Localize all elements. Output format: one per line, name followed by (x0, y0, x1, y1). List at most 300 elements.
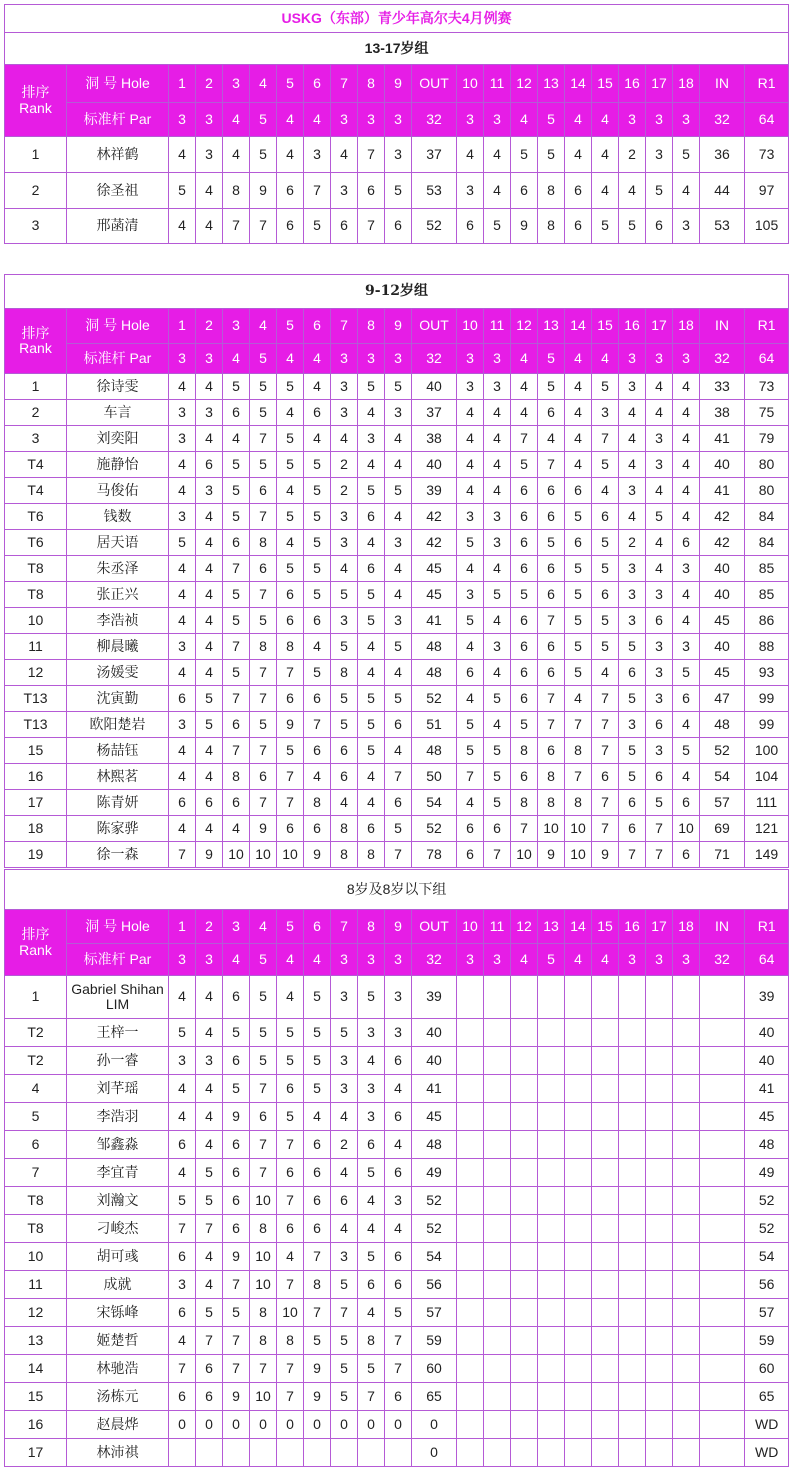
score-cell (646, 1159, 673, 1187)
score-cell (592, 1299, 619, 1327)
score-cell: 2 (619, 530, 646, 556)
score-cell: 4 (511, 400, 538, 426)
score-cell (304, 1439, 331, 1467)
player-name: 李宜青 (67, 1159, 169, 1187)
score-cell: 5 (385, 634, 412, 660)
score-cell: 3 (169, 504, 196, 530)
score-cell: 6 (250, 764, 277, 790)
par-value: 3 (169, 944, 196, 976)
score-cell: 99 (745, 712, 789, 738)
score-cell: 6 (646, 209, 673, 244)
score-cell (457, 1103, 484, 1131)
score-cell: 2 (331, 1131, 358, 1159)
score-cell: 48 (700, 712, 745, 738)
score-cell (331, 1439, 358, 1467)
par-value: 4 (277, 344, 304, 374)
score-cell: 7 (250, 209, 277, 244)
score-cell: 4 (196, 1103, 223, 1131)
score-cell: 3 (457, 582, 484, 608)
score-cell: 3 (646, 634, 673, 660)
player-name: 杨喆钰 (67, 738, 169, 764)
score-cell: 41 (412, 608, 457, 634)
par-value: 4 (565, 344, 592, 374)
player-rank: 16 (5, 1411, 67, 1439)
hole-number: OUT (412, 65, 457, 103)
score-cell: 4 (673, 504, 700, 530)
score-cell: 3 (331, 1243, 358, 1271)
score-cell: 65 (412, 1383, 457, 1411)
score-cell: 5 (331, 582, 358, 608)
score-cell: 3 (358, 1103, 385, 1131)
hole-number: 5 (277, 65, 304, 103)
player-name: 赵晨烨 (67, 1411, 169, 1439)
score-cell: 5 (223, 452, 250, 478)
score-cell: 5 (358, 976, 385, 1019)
score-cell: 57 (745, 1299, 789, 1327)
score-cell: 6 (385, 209, 412, 244)
par-value: 4 (304, 944, 331, 976)
score-cell (700, 1355, 745, 1383)
score-cell: 4 (169, 582, 196, 608)
hole-number: 10 (457, 65, 484, 103)
score-cell: 6 (304, 816, 331, 842)
score-cell (565, 1075, 592, 1103)
hole-number: 13 (538, 65, 565, 103)
score-cell: 6 (304, 1215, 331, 1243)
score-cell: 4 (385, 738, 412, 764)
score-cell: 84 (745, 530, 789, 556)
score-cell: 5 (250, 1019, 277, 1047)
par-value: 3 (673, 944, 700, 976)
score-cell: 4 (646, 478, 673, 504)
par-value: 64 (745, 344, 789, 374)
score-cell: 6 (169, 1131, 196, 1159)
par-value: 4 (592, 944, 619, 976)
score-cell (538, 1215, 565, 1243)
score-cell (619, 1411, 646, 1439)
score-cell (484, 1243, 511, 1271)
player-row (5, 582, 789, 608)
score-cell: 40 (700, 582, 745, 608)
player-name: 居天语 (67, 530, 169, 556)
score-cell: 0 (412, 1411, 457, 1439)
score-cell (646, 976, 673, 1019)
score-cell: 4 (169, 738, 196, 764)
score-cell: 6 (223, 400, 250, 426)
score-cell: 7 (646, 816, 673, 842)
score-cell: 4 (565, 400, 592, 426)
score-cell: 73 (745, 137, 789, 173)
hole-number: IN (700, 309, 745, 344)
score-cell: 4 (646, 374, 673, 400)
score-cell: 4 (196, 1271, 223, 1299)
par-value: 3 (331, 344, 358, 374)
score-cell (673, 1243, 700, 1271)
score-cell: 4 (592, 478, 619, 504)
score-cell: 6 (538, 660, 565, 686)
score-cell: 6 (565, 530, 592, 556)
score-cell: 80 (745, 452, 789, 478)
score-cell: 84 (745, 504, 789, 530)
player-name: 钱数 (67, 504, 169, 530)
score-cell (457, 1411, 484, 1439)
score-cell: 48 (745, 1131, 789, 1159)
hole-number: 15 (592, 910, 619, 944)
score-cell: 3 (304, 137, 331, 173)
score-cell: 60 (745, 1355, 789, 1383)
score-cell: 6 (223, 1215, 250, 1243)
score-cell: 4 (304, 764, 331, 790)
score-cell (700, 1215, 745, 1243)
score-cell: 5 (646, 790, 673, 816)
par-value: 4 (511, 344, 538, 374)
score-cell: 3 (169, 1047, 196, 1075)
par-value: 3 (358, 103, 385, 137)
score-cell: 6 (277, 582, 304, 608)
score-cell: 4 (196, 634, 223, 660)
hole-number: 17 (646, 910, 673, 944)
hole-number: 14 (565, 309, 592, 344)
score-cell: 6 (223, 1159, 250, 1187)
score-cell: 6 (511, 660, 538, 686)
score-cell: 3 (331, 400, 358, 426)
par-header-row (5, 944, 789, 976)
score-cell: 4 (457, 478, 484, 504)
score-cell: 4 (358, 660, 385, 686)
score-cell: 3 (358, 1019, 385, 1047)
player-rank: 2 (5, 173, 67, 209)
score-cell: 8 (331, 660, 358, 686)
hole-number: 9 (385, 65, 412, 103)
score-cell (538, 1383, 565, 1411)
score-cell: 6 (385, 790, 412, 816)
score-cell: 8 (358, 842, 385, 868)
score-cell: 105 (745, 209, 789, 244)
score-cell: 4 (646, 400, 673, 426)
score-cell: 56 (745, 1271, 789, 1299)
hole-number: OUT (412, 309, 457, 344)
score-cell: 4 (169, 452, 196, 478)
score-cell: 45 (412, 1103, 457, 1131)
score-cell: 9 (511, 209, 538, 244)
score-cell: 7 (250, 738, 277, 764)
score-cell: 6 (511, 556, 538, 582)
score-cell: 4 (169, 764, 196, 790)
hole-number: 16 (619, 309, 646, 344)
score-cell (619, 1215, 646, 1243)
score-cell: 6 (358, 1271, 385, 1299)
score-cell: 4 (331, 1103, 358, 1131)
score-cell (511, 976, 538, 1019)
score-cell: 5 (331, 712, 358, 738)
par-value: 32 (700, 944, 745, 976)
hole-number: 18 (673, 309, 700, 344)
score-cell: 3 (331, 1047, 358, 1075)
score-cell: 5 (358, 608, 385, 634)
player-rank: 4 (5, 1075, 67, 1103)
par-label: 标准杆 Par (67, 103, 169, 137)
hole-number: 7 (331, 309, 358, 344)
score-cell: 7 (223, 1355, 250, 1383)
score-cell (484, 1271, 511, 1299)
score-cell: 6 (619, 790, 646, 816)
par-value: 5 (538, 344, 565, 374)
score-cell: 3 (619, 478, 646, 504)
score-cell: 4 (484, 660, 511, 686)
score-cell: 7 (385, 1327, 412, 1355)
score-cell: 4 (196, 530, 223, 556)
player-rank: 1 (5, 137, 67, 173)
score-cell: 5 (304, 582, 331, 608)
score-cell: 9 (250, 173, 277, 209)
score-cell: 59 (745, 1327, 789, 1355)
player-name: Gabriel Shihan LIM (67, 976, 169, 1019)
score-cell: 4 (196, 738, 223, 764)
score-cell: 8 (277, 634, 304, 660)
player-row (5, 1271, 789, 1299)
score-cell (619, 1271, 646, 1299)
score-cell: 3 (484, 504, 511, 530)
score-cell: 3 (385, 400, 412, 426)
score-cell: 5 (457, 738, 484, 764)
player-name: 朱丞泽 (67, 556, 169, 582)
score-cell: 4 (196, 1019, 223, 1047)
score-cell (619, 1103, 646, 1131)
score-cell: 5 (277, 374, 304, 400)
score-cell: 4 (358, 1187, 385, 1215)
score-cell: 56 (412, 1271, 457, 1299)
score-cell: 4 (673, 173, 700, 209)
score-cell: 6 (304, 686, 331, 712)
score-cell (646, 1383, 673, 1411)
hole-number: 10 (457, 910, 484, 944)
player-rank: 15 (5, 1383, 67, 1411)
score-cell: 7 (250, 660, 277, 686)
score-cell: 4 (223, 137, 250, 173)
score-cell (484, 1159, 511, 1187)
score-cell: 5 (619, 764, 646, 790)
par-value: 3 (619, 103, 646, 137)
hole-number: 4 (250, 65, 277, 103)
score-cell (511, 1383, 538, 1411)
score-cell: 4 (196, 504, 223, 530)
score-cell: 10 (250, 1243, 277, 1271)
score-cell: 4 (358, 530, 385, 556)
score-cell: 6 (223, 790, 250, 816)
score-cell (592, 1075, 619, 1103)
score-cell: 4 (484, 173, 511, 209)
score-cell: 5 (250, 608, 277, 634)
score-cell: 5 (673, 738, 700, 764)
score-cell: 9 (277, 712, 304, 738)
score-cell: 8 (358, 1327, 385, 1355)
score-cell: 7 (358, 209, 385, 244)
score-cell (673, 976, 700, 1019)
score-cell: 5 (169, 1187, 196, 1215)
score-cell: 5 (358, 478, 385, 504)
player-rank: 7 (5, 1159, 67, 1187)
par-value: 3 (169, 103, 196, 137)
score-cell: 42 (700, 530, 745, 556)
score-cell: 3 (169, 712, 196, 738)
score-cell: 52 (745, 1215, 789, 1243)
score-cell: 5 (331, 1271, 358, 1299)
score-cell: 5 (592, 530, 619, 556)
score-cell (700, 1271, 745, 1299)
player-rank: 18 (5, 816, 67, 842)
score-cell: 52 (412, 816, 457, 842)
score-cell (565, 1327, 592, 1355)
score-cell (565, 1047, 592, 1075)
score-cell: 4 (331, 137, 358, 173)
player-row (5, 976, 789, 1019)
score-cell (619, 1075, 646, 1103)
score-cell: 4 (277, 478, 304, 504)
player-rank: T8 (5, 1187, 67, 1215)
score-cell (592, 1047, 619, 1075)
score-cell (538, 1439, 565, 1467)
player-rank: T8 (5, 556, 67, 582)
score-cell: 2 (331, 452, 358, 478)
par-value: 64 (745, 103, 789, 137)
score-cell: 3 (385, 137, 412, 173)
par-value: 3 (646, 344, 673, 374)
score-cell: 6 (538, 478, 565, 504)
player-name: 王梓一 (67, 1019, 169, 1047)
score-cell (565, 1383, 592, 1411)
score-cell: 5 (592, 608, 619, 634)
score-cell: 7 (511, 426, 538, 452)
score-cell: 5 (250, 712, 277, 738)
score-cell: 4 (385, 1075, 412, 1103)
player-row (5, 1019, 789, 1047)
score-cell (385, 1439, 412, 1467)
score-cell: 3 (619, 556, 646, 582)
player-rank: 13 (5, 1327, 67, 1355)
score-cell (592, 1019, 619, 1047)
score-cell: 8 (565, 738, 592, 764)
score-cell: 7 (385, 764, 412, 790)
score-cell: 3 (196, 1047, 223, 1075)
score-cell: 5 (358, 1243, 385, 1271)
score-cell: 7 (331, 1299, 358, 1327)
score-cell (511, 1439, 538, 1467)
score-cell (538, 1327, 565, 1355)
score-cell: 52 (745, 1187, 789, 1215)
score-cell: 6 (331, 764, 358, 790)
score-cell: 6 (223, 530, 250, 556)
score-cell: 6 (619, 660, 646, 686)
score-cell: 6 (277, 1075, 304, 1103)
score-cell: 54 (412, 1243, 457, 1271)
par-value: 4 (223, 944, 250, 976)
score-cell: 4 (196, 1243, 223, 1271)
score-cell: 4 (673, 374, 700, 400)
hole-number: 6 (304, 309, 331, 344)
score-cell (700, 1019, 745, 1047)
score-cell: 4 (385, 1131, 412, 1159)
score-cell: 6 (304, 738, 331, 764)
score-cell (484, 1019, 511, 1047)
score-cell: 5 (250, 137, 277, 173)
player-name: 邹鑫淼 (67, 1131, 169, 1159)
score-cell: 5 (646, 504, 673, 530)
score-cell: 52 (412, 686, 457, 712)
score-cell: 3 (592, 400, 619, 426)
score-cell (511, 1411, 538, 1439)
score-cell: 4 (673, 478, 700, 504)
score-cell: 48 (412, 738, 457, 764)
par-value: 4 (511, 103, 538, 137)
score-cell: 6 (304, 1131, 331, 1159)
score-cell: 5 (169, 530, 196, 556)
par-value: 4 (277, 103, 304, 137)
score-cell: 4 (457, 452, 484, 478)
score-cell: 4 (304, 426, 331, 452)
score-cell: 7 (385, 842, 412, 868)
score-cell: 8 (250, 1327, 277, 1355)
score-cell (457, 1019, 484, 1047)
player-name: 汤媛雯 (67, 660, 169, 686)
score-cell: 4 (358, 452, 385, 478)
score-cell: 52 (412, 209, 457, 244)
score-cell (511, 1187, 538, 1215)
score-cell: 6 (538, 556, 565, 582)
hole-number: 12 (511, 309, 538, 344)
score-cell: 7 (169, 1355, 196, 1383)
score-cell: 4 (592, 137, 619, 173)
hole-label: 洞 号 Hole (67, 309, 169, 344)
score-cell (646, 1103, 673, 1131)
score-cell (646, 1243, 673, 1271)
player-name: 林沛祺 (67, 1439, 169, 1467)
score-cell: 4 (196, 976, 223, 1019)
score-cell: 6 (385, 1159, 412, 1187)
score-cell: 10 (565, 816, 592, 842)
score-cell (484, 1383, 511, 1411)
score-cell: 5 (331, 1355, 358, 1383)
score-cell: 5 (646, 173, 673, 209)
score-cell (619, 976, 646, 1019)
hole-number: 2 (196, 309, 223, 344)
score-cell: 6 (457, 209, 484, 244)
player-row (5, 173, 789, 209)
par-value: 4 (304, 103, 331, 137)
score-cell (511, 1075, 538, 1103)
score-cell: 6 (169, 790, 196, 816)
player-row (5, 530, 789, 556)
player-rank: 5 (5, 1103, 67, 1131)
player-rank: 2 (5, 400, 67, 426)
score-cell: 149 (745, 842, 789, 868)
score-cell: 10 (565, 842, 592, 868)
player-rank: 11 (5, 1271, 67, 1299)
score-cell: 5 (277, 504, 304, 530)
score-cell: 6 (511, 478, 538, 504)
score-cell (646, 1411, 673, 1439)
score-cell (646, 1047, 673, 1075)
score-cell: 6 (385, 712, 412, 738)
par-value: 3 (385, 944, 412, 976)
score-cell: 5 (592, 452, 619, 478)
score-cell: 9 (304, 1383, 331, 1411)
score-cell (592, 1103, 619, 1131)
score-cell: 4 (277, 400, 304, 426)
score-cell (538, 1355, 565, 1383)
score-cell: 6 (673, 686, 700, 712)
score-cell (592, 1159, 619, 1187)
score-cell: 4 (457, 686, 484, 712)
